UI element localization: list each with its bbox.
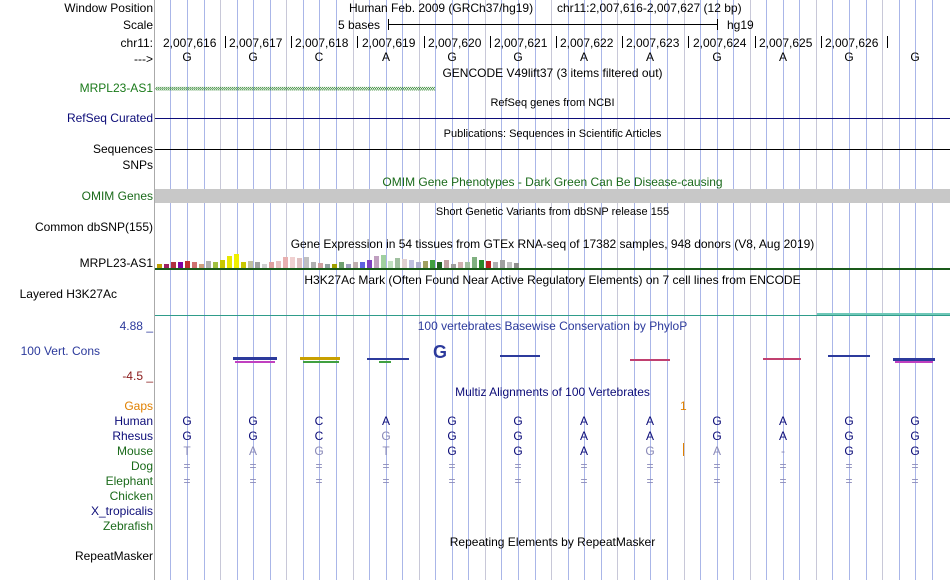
alignment-base: A	[712, 444, 721, 458]
gtex-gene-line	[155, 268, 950, 270]
alignment-base: G	[447, 444, 457, 458]
alignment-base: A	[579, 429, 588, 443]
alignment-base: =	[514, 459, 522, 473]
ruler-tick-mark	[225, 36, 226, 48]
reference-base: A	[778, 50, 787, 64]
gtex-tissue-bar[interactable]	[367, 260, 372, 268]
h3k27ac-signal-peak	[817, 313, 950, 315]
alignment-base: A	[645, 414, 654, 428]
alignment-base: A	[248, 444, 257, 458]
alignment-base: =	[514, 474, 522, 488]
phylop-track-title[interactable]: 100 vertebrates Basewise Conservation by PhyloP	[417, 319, 688, 333]
gtex-tissue-bar[interactable]	[472, 257, 477, 268]
ruler-tick-label: 2,007,624	[693, 36, 747, 50]
ruler-tick-mark	[291, 36, 292, 48]
gencode-gene-feature[interactable]: ‹‹‹‹‹‹‹‹‹‹‹‹‹‹‹‹‹‹‹‹‹‹‹‹‹‹‹‹‹‹‹‹‹‹‹‹‹‹‹‹‹‹‹‹‹‹‹‹‹‹‹‹‹‹‹‹‹‹‹‹‹‹‹‹‹‹‹‹‹‹‹‹‹‹‹‹‹‹‹‹‹‹‹‹‹‹‹‹‹‹‹‹‹‹‹‹‹‹‹‹‹‹‹‹‹‹‹‹‹‹‹‹‹‹‹‹‹‹‹‹‹‹‹‹‹‹‹‹‹‹‹‹‹‹‹‹‹‹‹‹	[155, 84, 435, 92]
ruler-tick-mark	[556, 36, 557, 48]
alignment-base: G	[844, 414, 854, 428]
alignment-base: =	[713, 474, 721, 488]
conservation-max-label: 4.88 _	[119, 319, 153, 333]
scale-bar-left-cap	[388, 19, 389, 30]
gtex-tissue-bar[interactable]	[185, 261, 190, 268]
ruler-tick-mark	[887, 36, 888, 48]
publications-sequence-feature[interactable]	[155, 149, 950, 150]
gtex-tissue-bar[interactable]	[500, 260, 505, 268]
alignment-base: G	[910, 414, 920, 428]
gtex-tissue-bar[interactable]	[234, 254, 239, 268]
alignment-base: A	[645, 429, 654, 443]
gap-insertion-marker: 1	[680, 399, 687, 413]
species-label-mouse: Mouse	[116, 444, 153, 458]
ruler-tick-mark	[357, 36, 358, 48]
ruler-tick-label: 2,007,620	[428, 36, 482, 50]
refseq-track-title[interactable]: RefSeq genes from NCBI	[490, 97, 615, 109]
alignment-base: T	[382, 444, 390, 458]
reference-base: A	[579, 50, 588, 64]
gaps-label: Gaps	[124, 399, 153, 413]
ruler-tick-label: 2,007,616	[163, 36, 217, 50]
alignment-base: =	[448, 459, 456, 473]
gtex-tissue-bar[interactable]	[290, 257, 295, 268]
gencode-track-title[interactable]: GENCODE V49lift37 (3 items filtered out)	[442, 66, 663, 80]
alignment-base: =	[911, 459, 919, 473]
alignment-base: =	[911, 474, 919, 488]
species-label-zebrafish: Zebrafish	[102, 519, 153, 533]
alignment-base: A	[579, 414, 588, 428]
reference-base: G	[182, 50, 192, 64]
gtex-track-title[interactable]: Gene Expression in 54 tissues from GTEx RNA-seq of 17382 samples, 948 donors (V8, Aug 2019)	[290, 237, 815, 251]
gtex-tissue-bar[interactable]	[283, 257, 288, 268]
dbsnp-track-title[interactable]: Short Genetic Variants from dbSNP release 155	[435, 206, 670, 218]
alignment-base: A	[778, 414, 787, 428]
gtex-gene-label[interactable]: MRPL23-AS1	[79, 256, 153, 270]
scale-label: Scale	[122, 18, 153, 32]
alignment-base: G	[248, 429, 258, 443]
gtex-expression-bars[interactable]	[155, 252, 535, 268]
alignment-base: C	[314, 414, 324, 428]
alignment-base: G	[381, 429, 391, 443]
reference-base: C	[314, 50, 324, 64]
reference-base: G	[447, 50, 457, 64]
alignment-base: =	[249, 459, 257, 473]
scale-db-text: hg19	[727, 18, 754, 32]
alignment-base: =	[646, 474, 654, 488]
ruler-tick-label: 2,007,622	[560, 36, 614, 50]
conservation-label[interactable]: 100 Vert. Cons	[20, 344, 100, 358]
alignment-base: G	[447, 414, 457, 428]
species-label-elephant: Elephant	[105, 474, 153, 488]
gtex-tissue-bar[interactable]	[276, 261, 281, 268]
repeatmasker-label[interactable]: RepeatMasker	[74, 549, 153, 563]
alignment-base: =	[183, 474, 191, 488]
phylop-conservation-logo[interactable]	[155, 340, 950, 380]
conservation-min-label: -4.5 _	[122, 369, 153, 383]
ruler-tick-label: 2,007,625	[759, 36, 813, 50]
alignment-base: =	[779, 474, 787, 488]
scale-bar	[388, 24, 718, 25]
alignment-base: =	[845, 459, 853, 473]
refseq-gene-feature[interactable]	[155, 118, 950, 119]
species-label-chicken: Chicken	[109, 489, 153, 503]
alignment-base: G	[182, 429, 192, 443]
species-label-dog: Dog	[130, 459, 153, 473]
reference-base: G	[844, 50, 854, 64]
alignment-base: =	[183, 459, 191, 473]
position-title: chr11:2,007,616-2,007,627 (12 bp)	[557, 1, 742, 15]
alignment-base: C	[314, 429, 324, 443]
reference-base: G	[712, 50, 722, 64]
snps-label[interactable]: SNPs	[122, 158, 153, 172]
repeatmasker-track-title[interactable]: Repeating Elements by RepeatMasker	[449, 535, 656, 549]
gtex-tissue-bar[interactable]	[409, 260, 414, 268]
alignment-base: G	[513, 444, 523, 458]
alignment-base: =	[315, 459, 323, 473]
gtex-tissue-bar[interactable]	[374, 256, 379, 268]
chromosome-label: chr11:	[120, 36, 153, 50]
gtex-tissue-bar[interactable]	[220, 260, 225, 268]
alignment-base: =	[448, 474, 456, 488]
alignment-base: A	[381, 414, 390, 428]
gtex-tissue-bar[interactable]	[430, 260, 435, 268]
ruler-tick-label: 2,007,621	[494, 36, 548, 50]
alignment-base: G	[910, 444, 920, 458]
ruler-tick-mark	[424, 36, 425, 48]
ruler-tick-mark	[490, 36, 491, 48]
species-label-x-tropicalis: X_tropicalis	[90, 504, 153, 518]
gtex-tissue-bar[interactable]	[423, 261, 428, 268]
ruler-tick-label: 2,007,618	[295, 36, 349, 50]
reference-base: G	[910, 50, 920, 64]
omim-genes-label[interactable]: OMIM Genes	[81, 189, 153, 203]
strand-arrow-label: --->	[134, 52, 153, 66]
alignment-base: =	[382, 474, 390, 488]
gtex-tissue-bar[interactable]	[297, 258, 302, 268]
window-position-label: Window Position	[64, 1, 153, 15]
svg-text:G: G	[433, 342, 448, 362]
alignment-base: =	[580, 459, 588, 473]
reference-base: A	[381, 50, 390, 64]
ruler-tick-label: 2,007,617	[229, 36, 283, 50]
gtex-tissue-bar[interactable]	[248, 261, 253, 268]
alignment-base: =	[713, 459, 721, 473]
multiz-track-title[interactable]: Multiz Alignments of 100 Vertebrates	[455, 385, 650, 399]
alignment-base: =	[382, 459, 390, 473]
gtex-tissue-bar[interactable]	[479, 260, 484, 268]
browser-image[interactable]	[155, 0, 950, 580]
mouse-insertion-marker	[683, 443, 684, 456]
alignment-base: G	[182, 414, 192, 428]
gtex-tissue-bar[interactable]	[381, 255, 386, 268]
gtex-tissue-bar[interactable]	[227, 256, 232, 268]
gtex-tissue-bar[interactable]	[388, 261, 393, 268]
alignment-base: =	[249, 474, 257, 488]
alignment-base: A	[579, 444, 588, 458]
alignment-base: G	[844, 429, 854, 443]
alignment-base: =	[779, 459, 787, 473]
alignment-base: G	[513, 429, 523, 443]
alignment-base: G	[910, 429, 920, 443]
alignment-base: T	[183, 444, 191, 458]
ruler-tick-label: 2,007,619	[362, 36, 416, 50]
ruler-tick-mark	[622, 36, 623, 48]
h3k27ac-signal	[155, 315, 950, 316]
alignment-base: =	[580, 474, 588, 488]
ruler-tick-label: 2,007,626	[825, 36, 879, 50]
alignment-base: -	[781, 444, 785, 458]
gtex-tissue-bar[interactable]	[395, 258, 400, 268]
scale-bar-right-cap	[717, 19, 718, 30]
alignment-base: G	[314, 444, 324, 458]
gtex-tissue-bar[interactable]	[486, 261, 491, 268]
scale-text: 5 bases	[338, 18, 381, 32]
gtex-tissue-bar[interactable]	[402, 259, 407, 268]
alignment-base: =	[845, 474, 853, 488]
ruler-tick-mark	[688, 36, 689, 48]
ruler-tick-mark	[821, 36, 822, 48]
gtex-tissue-bar[interactable]	[444, 260, 449, 268]
reference-base: G	[248, 50, 258, 64]
omim-track-title[interactable]: OMIM Gene Phenotypes - Dark Green Can Be Disease-causing	[382, 175, 723, 189]
assembly-title: Human Feb. 2009 (GRCh37/hg19)	[349, 1, 534, 15]
sequences-label[interactable]: Sequences	[92, 142, 153, 156]
alignment-base: G	[513, 414, 523, 428]
alignment-base: =	[315, 474, 323, 488]
ruler-tick-label: 2,007,623	[626, 36, 680, 50]
publications-track-title[interactable]: Publications: Sequences in Scientific Articles	[443, 128, 662, 140]
gencode-gene-label[interactable]: MRPL23-AS1	[79, 81, 153, 95]
alignment-base: G	[844, 444, 854, 458]
species-label-rhesus: Rhesus	[112, 429, 153, 443]
alignment-base: =	[646, 459, 654, 473]
h3k27ac-label[interactable]: Layered H3K27Ac	[19, 287, 117, 301]
alignment-base: G	[712, 414, 722, 428]
reference-base: G	[513, 50, 523, 64]
omim-gene-feature[interactable]	[155, 189, 950, 203]
reference-base: A	[645, 50, 654, 64]
alignment-base: G	[645, 444, 655, 458]
alignment-base: A	[778, 429, 787, 443]
common-dbsnp-label[interactable]: Common dbSNP(155)	[34, 220, 153, 234]
h3k27ac-track-title[interactable]: H3K27Ac Mark (Often Found Near Active Regulatory Elements) on 7 cell lines from ENCODE	[304, 273, 801, 287]
gtex-tissue-bar[interactable]	[206, 261, 211, 268]
gtex-tissue-bar[interactable]	[304, 257, 309, 268]
refseq-curated-label[interactable]: RefSeq Curated	[66, 111, 153, 125]
alignment-base: G	[712, 429, 722, 443]
alignment-base: G	[248, 414, 258, 428]
alignment-base: G	[447, 429, 457, 443]
species-label-human: Human	[114, 414, 153, 428]
ruler-tick-mark	[755, 36, 756, 48]
